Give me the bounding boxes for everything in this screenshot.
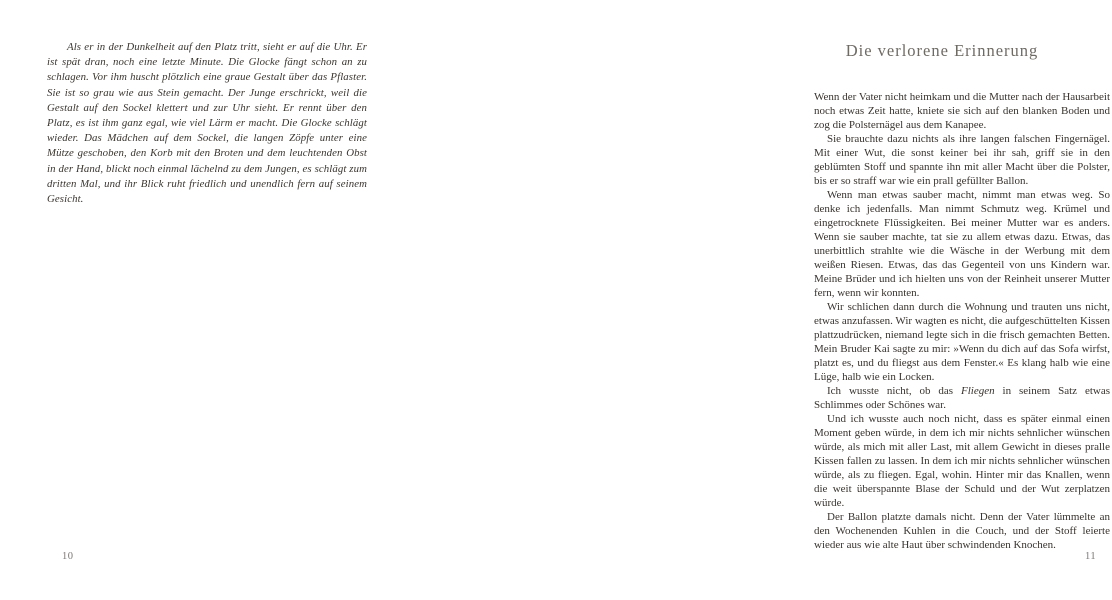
body-paragraph: Wir schlichen dann durch die Wohnung und trauten uns nicht, etwas anzufassen. Wir wagten es nicht, die aufgeschüttelten Kissen plattzudrücken, niemand legte sich in die frisch gemachten Betten. Mein Bruder Kai sagte zu mir: »Wenn du dich auf das Sofa wirfst, platzt es, und du fliegst aus dem Fenster.« Es klang halb wie eine Lüge, halb wie ein Locken. [814,301,1110,383]
body-paragraph: Der Ballon platzte damals nicht. Denn der Vater lümmelte an den Wochenenden Kuhlen in die Couch, und der Stoff leierte wieder aus wie alte Haut über schwindenden Knochen. [814,511,1110,551]
epigraph-text: Als er in der Dunkelheit auf den Platz tritt, sieht er auf die Uhr. Er ist spät dran, noch eine letzte Minute. Die Glocke fängt schon an zu schlagen. Vor ihm huscht plötzlich eine graue Gestalt über das Pflaster. Sie ist so grau wie aus Stein gemacht. Der Junge erschrickt, weil die Gestalt auf den Sockel klettert und zur Uhr sieht. Er rennt über den Platz, es ist ihm ganz egal, wie viel Lärm er macht. Die Glocke schlägt wieder. Das Mädchen auf dem Sockel, die langen Zöpfe unter eine Mütze geschoben, den Korb mit den Broten und dem leuchtenden Obst in der Hand, blickt noch einmal lächelnd zu dem Jungen, es schlägt zum dritten Mal, und ihr Blick ruht friedlich und unendlich fern auf seinem Gesicht. [47,41,367,206]
body-paragraph: Und ich wusste auch noch nicht, dass es später einmal einen Moment geben würde, in dem ich mir nichts sehnlicher wünschen würde, als mich mit aller Last, mit allem Gewicht in dieses pralle Kissen fallen zu lassen. In dem ich mir nichts sehnlicher wünschen würde, als zu fliegen. Egal, wohin. Hinter mir das Knallen, wenn die weit überspannte Blase der Schuld und der Wut zerplatzen würde. [814,413,1110,509]
body-paragraph [814,384,1110,412]
chapter-title: Die verlorene Erinnerung [845,41,1039,60]
emphasized-word: Fliegen [961,385,995,397]
chapter-body [814,90,1110,552]
paragraph-text-segment: Ich wusste nicht, ob das [827,385,961,397]
body-paragraph: Wenn man etwas sauber macht, nimmt man etwas weg. So denke ich jedenfalls. Man nimmt Schmutz weg. Krümel und eingetrocknete Flüssigkeiten. Bei meiner Mutter war es anders. Wenn sie sauber machte, tat sie zu allem etwas dazu. Etwas, das unerbittlich strahlte wie die Wäsche in der Werbung mit dem weißen Riesen. Etwas, das das Gegenteil von uns Kindern war. Meine Brüder und ich hielten uns von der Reinheit unserer Mutter fern, wenn wir konnten. [814,189,1110,299]
recto-page [386,0,1110,600]
verso-page [0,0,385,600]
page-number-left: 10 [62,551,74,562]
paragraph-text-segment: in seinem Satz etwas Schlimmes oder Schönes war. [814,385,1110,411]
body-paragraph: Sie brauchte dazu nichts als ihre langen falschen Fingernägel. Mit einer Wut, die sonst keiner bei ihr sah, griff sie in den geblümten Stoff und spannte ihn mit aller Macht über die Polster, bis er so straff war wie ein prall gefüllter Ballon. [814,133,1110,187]
page-number-right: 11 [1085,551,1097,562]
body-paragraph: Wenn der Vater nicht heimkam und die Mutter nach der Hausarbeit noch etwas Zeit hatte, kniete sie sich auf den blanken Boden und zog die Polsternägel aus dem Kanapee. [814,91,1110,131]
